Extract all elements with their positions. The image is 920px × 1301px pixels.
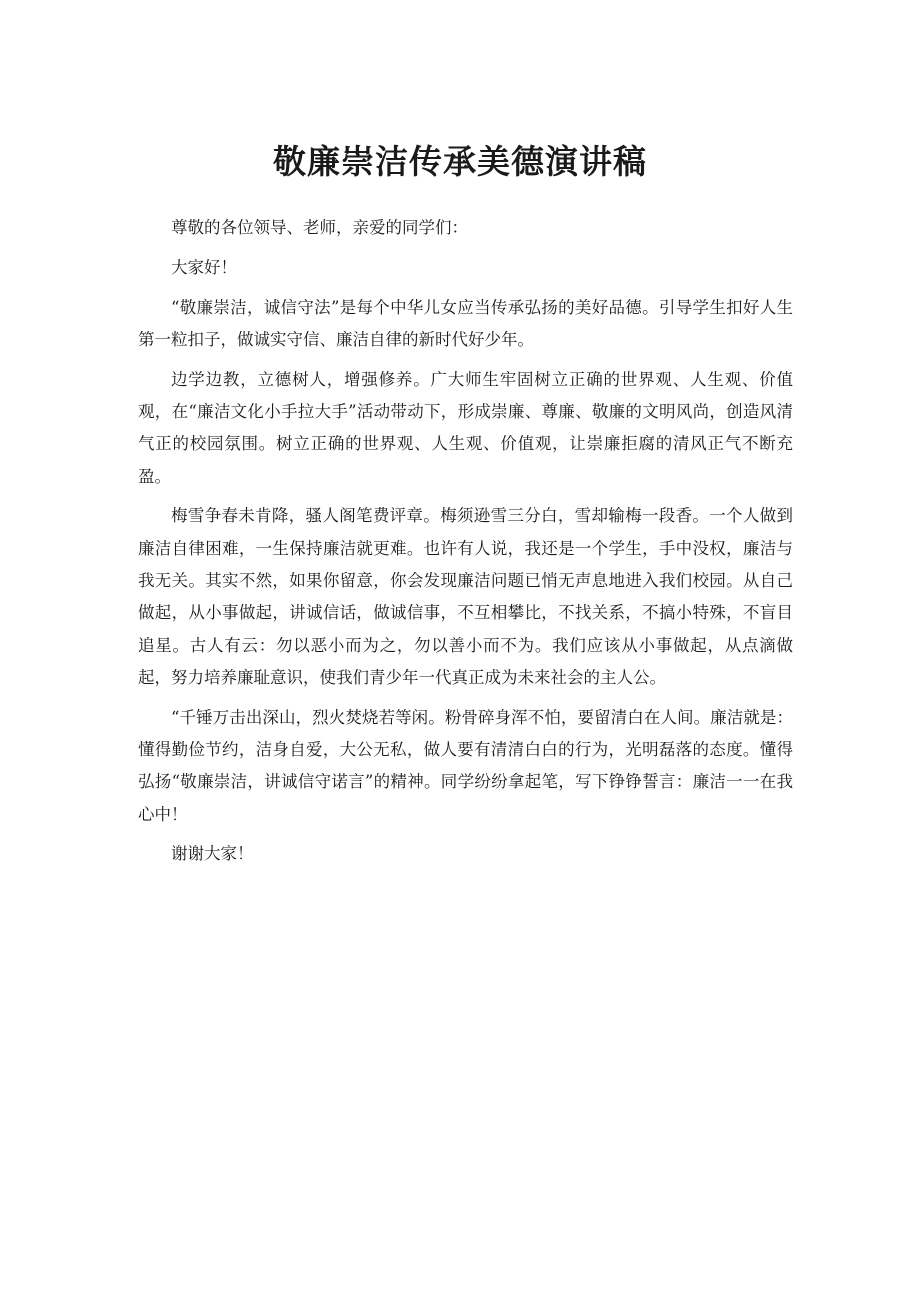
salutation-paragraph: 尊敬的各位领导、老师，亲爱的同学们： — [171, 218, 468, 237]
body-paragraph-2: 边学边教，立德树人，增强修养。广大师生牢固树立正确的世界观、人生观、价值观，在“廉洁文化小手拉大手”活动带动下，形成崇廉、尊廉、敬廉的文明风尚，创造风清气正的校园氛围。树立正确的世界观、人生观、价值观，让崇廉拒腐的清风正气不断充盈。 — [138, 369, 793, 486]
closing-paragraph: 谢谢大家！ — [171, 844, 254, 864]
body-paragraph-1: “敬廉崇洁，诚信守法”是每个中华儿女应当传承弘扬的美好品德。引导学生扣好人生第一粒扣子，做诚实守信、廉洁自律的新时代好少年。 — [138, 297, 793, 349]
body-paragraph-4: “千锤万击出深山，烈火焚烧若等闲。粉骨碎身浑不怕，要留清白在人间。廉洁就是：懂得勤俭节约，洁身自爱，大公无私，做人要有清清白白的行为，光明磊落的态度。懂得弘扬“敬廉崇洁，讲诚信守诺言”的精神。同学纷纷拿起笔，写下铮铮誓言：廉洁一一在我心中！ — [138, 707, 793, 824]
document-title: 敬廉崇洁传承美德演讲稿 — [273, 142, 647, 182]
greeting-paragraph: 大家好！ — [171, 257, 237, 277]
document-body — [138, 212, 793, 878]
body-paragraph-3: 梅雪争春未肯降，骚人阁笔费评章。梅须逊雪三分白，雪却输梅一段香。一个人做到廉洁自律困难，一生保持廉洁就更难。也许有人说，我还是一个学生，手中没权，廉洁与我无关。其实不然，如果你留意，你会发现廉洁问题已悄无声息地进入我们校园。从自己做起，从小事做起，讲诚信话，做诚信事，不互相攀比，不找关系，不搞小特殊，不盲目追星。古人有云：勿以恶小而为之，勿以善小而不为。我们应该从小事做起，从点滴做起，努力培养廉耻意识，使我们青少年一代真正成为未来社会的主人公。 — [138, 506, 793, 687]
